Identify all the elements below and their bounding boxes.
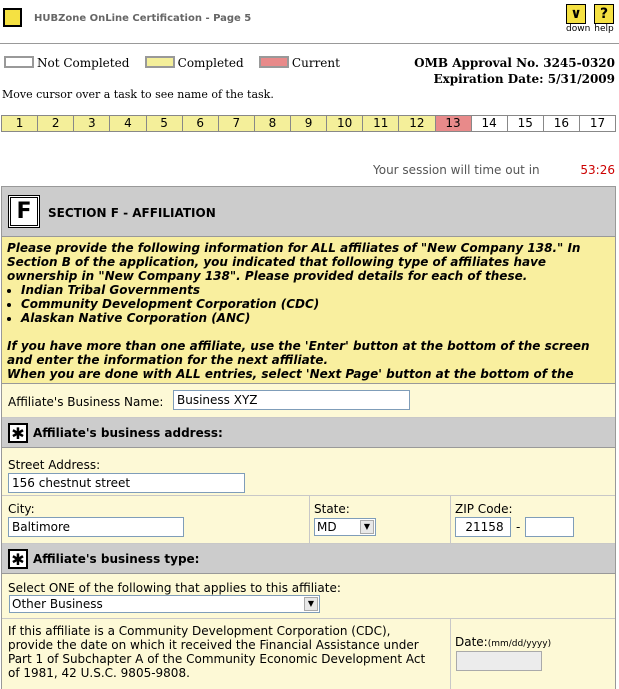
divider — [309, 496, 310, 543]
cdc-date-input[interactable] — [456, 651, 542, 671]
list-item: • Community Development Corporation (CDC) — [21, 297, 610, 311]
chevron-down-icon: ▼ — [360, 520, 374, 534]
legend-completed: Completed — [177, 56, 244, 70]
legend-not-completed: Not Completed — [37, 56, 130, 70]
business-type-select[interactable] — [9, 595, 320, 613]
zip-label: ZIP Code: — [455, 502, 513, 516]
omb-info — [414, 55, 615, 87]
task-7[interactable]: 7 — [219, 116, 255, 131]
down-label: down — [566, 24, 591, 34]
task-12[interactable]: 12 — [399, 116, 435, 131]
task-2[interactable]: 2 — [38, 116, 74, 131]
instructions-done: When you are done with ALL entries, select 'Next Page' button at the bottom of the — [7, 367, 574, 381]
task-16[interactable]: 16 — [544, 116, 580, 131]
task-5[interactable]: 5 — [147, 116, 183, 131]
address-header-title: Affiliate's business address: — [33, 426, 223, 440]
task-3[interactable]: 3 — [74, 116, 110, 131]
address-header — [2, 418, 615, 448]
logo-icon — [3, 8, 22, 27]
task-hint: Move cursor over a task to see name of the task. — [2, 88, 274, 101]
list-item: • Indian Tribal Governments — [21, 283, 610, 297]
task-4[interactable]: 4 — [110, 116, 146, 131]
session-timer: 53:26 — [580, 163, 615, 177]
business-name-input[interactable]: Business XYZ — [173, 390, 410, 410]
state-select[interactable] — [314, 518, 376, 536]
zip-ext-input[interactable] — [525, 517, 574, 537]
instructions — [2, 237, 615, 384]
zip-separator: - — [516, 520, 521, 534]
state-value: MD — [317, 520, 337, 534]
section-header — [2, 187, 615, 237]
chevron-down-icon: ∨ — [566, 4, 586, 24]
page-header — [0, 0, 619, 44]
task-17[interactable]: 17 — [580, 116, 615, 131]
business-type-row — [2, 574, 615, 619]
help-button[interactable] — [594, 4, 614, 34]
business-type-header-title: Affiliate's business type: — [33, 552, 200, 566]
affiliation-form — [1, 186, 616, 689]
city-input[interactable]: Baltimore — [8, 517, 184, 537]
list-item: • Alaskan Native Corporation (ANC) — [21, 311, 610, 325]
page-title: HUBZone OnLine Certification - Page 5 — [34, 13, 252, 24]
business-type-label: Select ONE of the following that applies to this affiliate: — [8, 581, 341, 595]
cdc-date-label — [455, 635, 551, 649]
task-8[interactable]: 8 — [255, 116, 291, 131]
instructions-multiple: If you have more than one affiliate, use the 'Enter' button at the bottom of the screen and enter the information for the next affiliate. — [7, 339, 590, 367]
business-type-value: Other Business — [12, 597, 103, 611]
zip-input[interactable]: 21158 — [455, 517, 511, 537]
task-14[interactable]: 14 — [472, 116, 508, 131]
current-swatch — [259, 56, 289, 68]
task-11[interactable]: 11 — [363, 116, 399, 131]
date-label: Date: — [455, 635, 488, 649]
business-type-header — [2, 544, 615, 574]
divider — [450, 496, 451, 543]
date-format-hint: (mm/dd/yyyy) — [487, 639, 552, 649]
required-star-icon: ✱ — [8, 549, 28, 569]
task-9[interactable]: 9 — [291, 116, 327, 131]
city-state-zip-row — [2, 496, 615, 544]
down-button[interactable] — [566, 4, 591, 34]
help-icon: ? — [594, 4, 614, 24]
required-star-icon: ✱ — [8, 423, 28, 443]
task-10[interactable]: 10 — [327, 116, 363, 131]
business-name-label: Affiliate's Business Name: — [8, 395, 164, 409]
section-letter: F — [8, 195, 40, 228]
not-completed-swatch — [4, 56, 34, 68]
street-row — [2, 448, 615, 496]
street-input[interactable]: 156 chestnut street — [8, 473, 245, 493]
cdc-description: If this affiliate is a Community Development Corporation (CDC), provide the date on which it received the Financial Assistance under Part 1 of Subchapter A of the Community Economic Development Act of 1981, 42 U.S.C. 9805-9808. — [8, 624, 426, 680]
task-1[interactable]: 1 — [2, 116, 38, 131]
instructions-intro: Please provide the following information for ALL affiliates of "New Company 138." In Section B of the application, you indicated that following type of affiliates have ownership in "New Company 138". Please provided details for each of these. — [7, 241, 581, 283]
state-label: State: — [314, 502, 350, 516]
legend — [4, 56, 340, 70]
divider — [450, 619, 451, 689]
city-label: City: — [8, 502, 35, 516]
help-label: help — [594, 24, 614, 34]
omb-expiration: Expiration Date: 5/31/2009 — [433, 72, 615, 86]
task-13[interactable]: 13 — [436, 116, 472, 131]
task-bar — [1, 115, 616, 132]
legend-current: Current — [291, 56, 340, 70]
street-label: Street Address: — [8, 458, 101, 472]
cdc-date-row — [2, 619, 615, 689]
task-6[interactable]: 6 — [183, 116, 219, 131]
chevron-down-icon: ▼ — [304, 597, 318, 611]
omb-approval: OMB Approval No. 3245-0320 — [414, 56, 615, 70]
completed-swatch — [145, 56, 175, 68]
affiliate-type-list — [7, 283, 610, 325]
task-15[interactable]: 15 — [508, 116, 544, 131]
session-timeout-text: Your session will time out in — [373, 163, 540, 177]
section-title: SECTION F - AFFILIATION — [48, 206, 216, 220]
business-name-row — [2, 384, 615, 418]
